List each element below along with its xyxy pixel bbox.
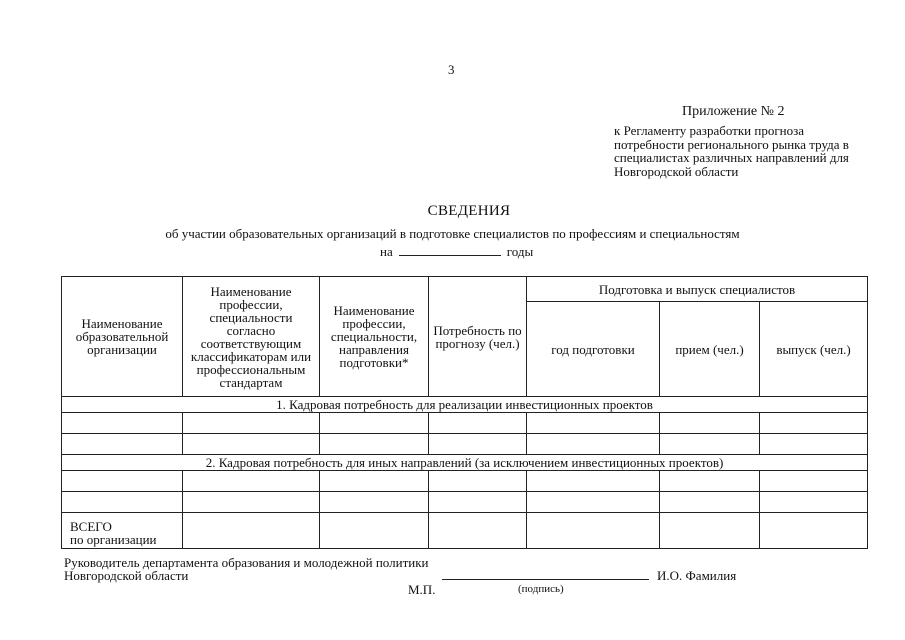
signature-line[interactable] (442, 578, 649, 580)
header-training-group: Подготовка и выпуск специалистов (527, 277, 868, 302)
table-cell[interactable] (660, 471, 760, 492)
table-cell[interactable] (760, 434, 868, 455)
appendix-subtitle: к Регламенту разработки прогноза потребности регионального рынка труда в специалистах различных направлений для Новгородской области (614, 123, 849, 179)
table-cell[interactable] (760, 492, 868, 513)
table-cell[interactable] (62, 434, 183, 455)
data-table (61, 276, 868, 549)
table-cell[interactable] (527, 413, 660, 434)
period-line (380, 244, 533, 260)
table-cell[interactable] (183, 434, 320, 455)
signer-title: Руководитель департамента образования и молодежной политики Новгородской области (64, 555, 429, 583)
table-row (62, 413, 868, 434)
table-cell[interactable] (429, 413, 527, 434)
document-title: СВЕДЕНИЯ (427, 203, 511, 219)
header-profession-classifier: Наименование профессии, специальности согласно соответствующим классификаторам или профессиональным стандартам (183, 277, 320, 397)
table-cell[interactable] (429, 434, 527, 455)
header-org: Наименование образовательной организации (62, 277, 183, 397)
signer-name: И.О. Фамилия (657, 568, 737, 583)
table-cell[interactable] (760, 471, 868, 492)
table-cell[interactable] (320, 492, 429, 513)
table-row (62, 492, 868, 513)
total-label (62, 513, 183, 549)
table-row (62, 434, 868, 455)
period-prefix: на (380, 244, 393, 259)
table-cell[interactable] (527, 471, 660, 492)
header-forecast-need: Потребность по прогнозу (чел.) (429, 277, 527, 397)
table-cell[interactable] (527, 513, 660, 549)
table-cell[interactable] (429, 471, 527, 492)
table-cell[interactable] (320, 513, 429, 549)
table-cell[interactable] (183, 492, 320, 513)
table-cell[interactable] (320, 413, 429, 434)
table-cell[interactable] (183, 471, 320, 492)
total-label-line-1: ВСЕГО (70, 519, 112, 534)
table-cell[interactable] (429, 492, 527, 513)
table-cell[interactable] (62, 471, 183, 492)
total-label-line-2: по организации (70, 532, 157, 547)
table-cell[interactable] (183, 413, 320, 434)
period-suffix: годы (506, 244, 534, 259)
stamp-mark: М.П. (408, 582, 436, 597)
appendix-title: Приложение № 2 (682, 104, 785, 119)
table-cell[interactable] (62, 492, 183, 513)
table-cell[interactable] (660, 434, 760, 455)
header-graduation: выпуск (чел.) (760, 302, 868, 397)
table-cell[interactable] (527, 492, 660, 513)
total-row (62, 513, 868, 549)
table-cell[interactable] (660, 492, 760, 513)
header-profession-training: Наименование профессии, специальности, направления подготовки* (320, 277, 429, 397)
table-cell[interactable] (320, 471, 429, 492)
header-intake: прием (чел.) (660, 302, 760, 397)
table-cell[interactable] (429, 513, 527, 549)
page-number: 3 (448, 62, 455, 77)
table-cell[interactable] (760, 513, 868, 549)
table-cell[interactable] (320, 434, 429, 455)
table-cell[interactable] (527, 434, 660, 455)
table-cell[interactable] (183, 513, 320, 549)
period-blank-field[interactable] (399, 244, 501, 256)
table-cell[interactable] (660, 413, 760, 434)
section-1-label: 1. Кадровая потребность для реализации инвестиционных проектов (62, 397, 868, 413)
section-2-label: 2. Кадровая потребность для иных направлений (за исключением инвестиционных проектов) (62, 455, 868, 471)
header-year: год подготовки (527, 302, 660, 397)
table-cell[interactable] (760, 413, 868, 434)
table-row (62, 471, 868, 492)
table-cell[interactable] (660, 513, 760, 549)
table-cell[interactable] (62, 413, 183, 434)
document-subtitle: об участии образовательных организаций в подготовке специалистов по профессиям и специальностям (165, 226, 740, 241)
signature-caption: (подпись) (518, 583, 564, 595)
